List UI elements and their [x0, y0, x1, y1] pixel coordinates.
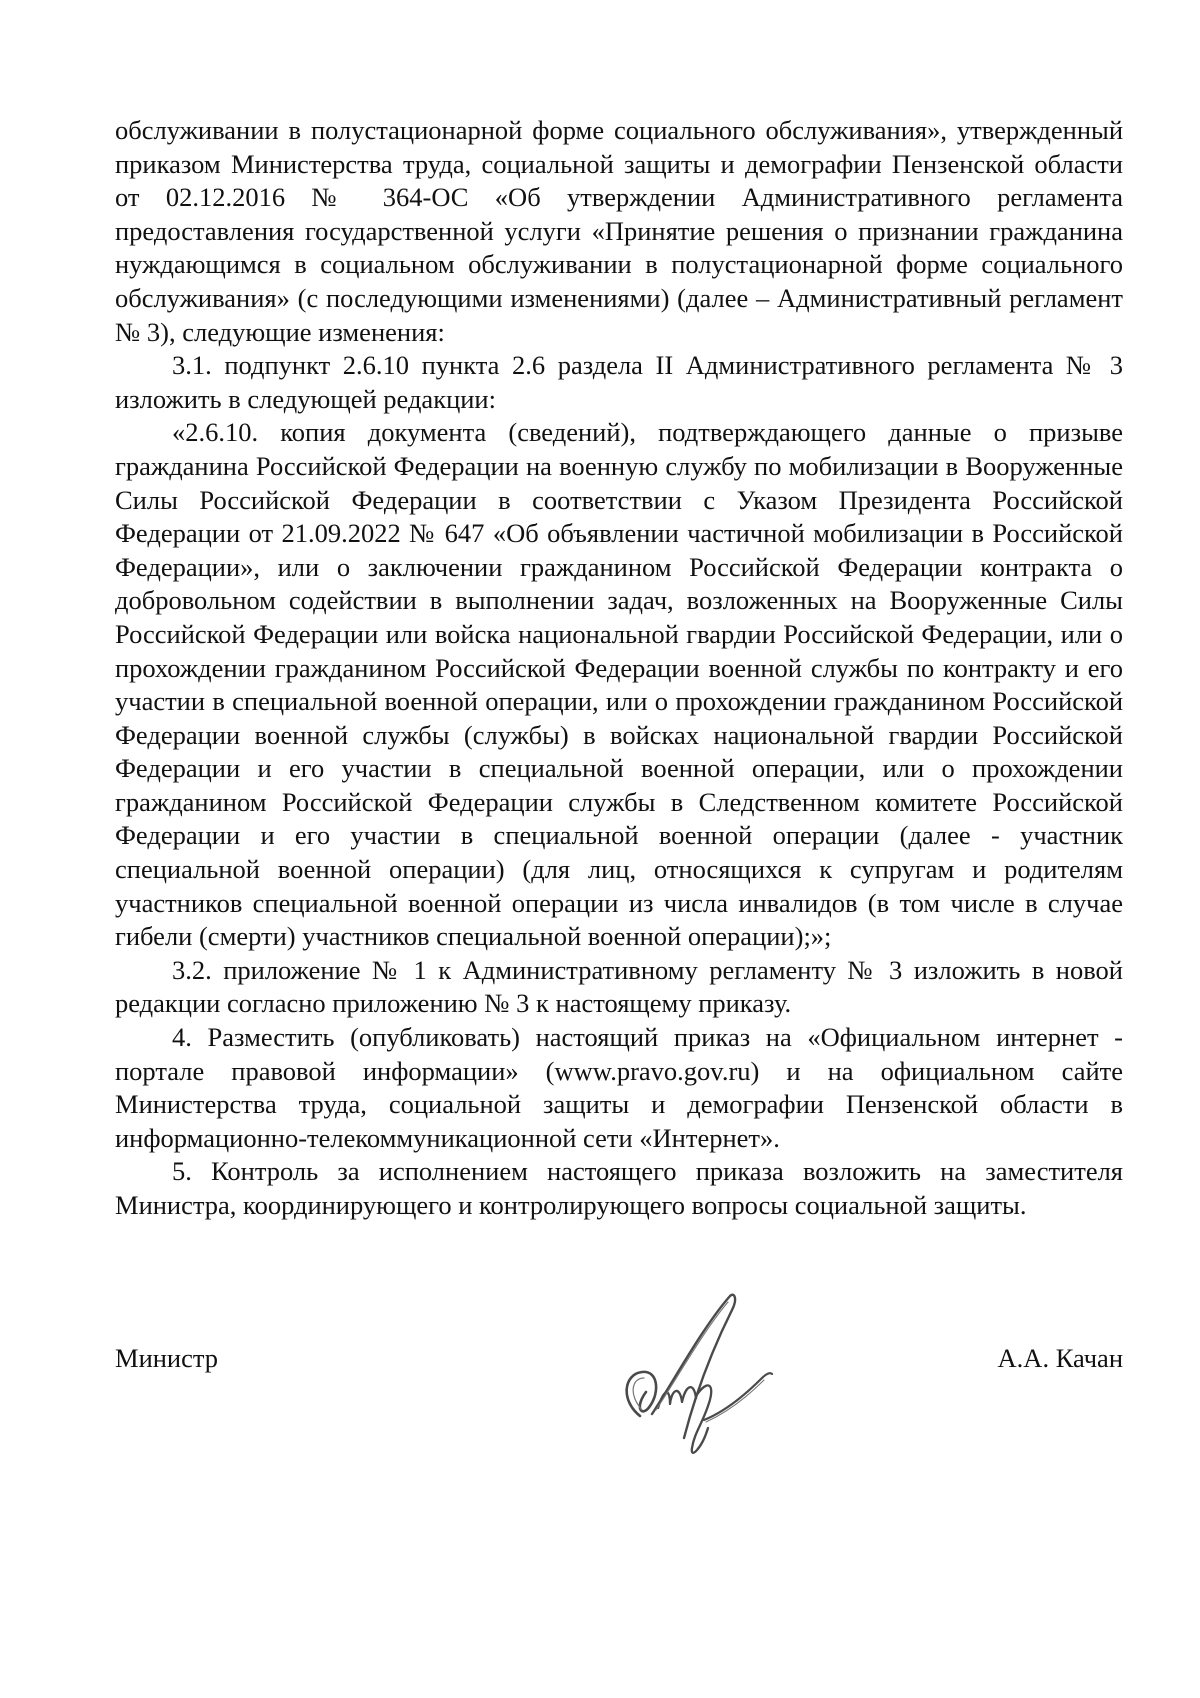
document-body	[115, 114, 1123, 1223]
paragraph-clause-5: 5. Контроль за исполнением настоящего приказа возложить на заместителя Министра, координирующего и контролирующего вопросы социальной защиты.	[115, 1156, 1123, 1220]
handwritten-signature-icon	[612, 1288, 802, 1478]
paragraph-clause-2-6-10: «2.6.10. копия документа (сведений), подтверждающего данные о призыве гражданина Российской Федерации на военную службу по мобилизации в Вооруженные Силы Российской Федерации в соответствии с Указом Президента Российской Федерации от 21.09.2022 № 647 «Об объявлении частичной мобилизации в Российской Федерации», или о заключении гражданином Российской Федерации контракта о добровольном содействии в выполнении задач, возложенных на Вооруженные Силы Российской Федерации или войска национальной гвардии Российской Федерации, или о прохождении гражданином Российской Федерации военной службы по контракту и его участии в специальной военной операции, или о прохождении гражданином Российской Федерации военной службы (службы) в войсках национальной гвардии Российской Федерации и его участии в специальной военной операции, или о прохождении гражданином Российской Федерации службы в Следственном комитете Российской Федерации и его участии в специальной военной операции (далее - участник специальной военной операции) (для лиц, относящихся к супругам и родителям участников специальной военной операции из числа инвалидов (в том числе в случае гибели (смерти) участников специальной военной операции);»;	[115, 417, 1123, 952]
signer-name: А.А. Качан	[997, 1343, 1123, 1373]
paragraph-clause-4: 4. Разместить (опубликовать) настоящий приказ на «Официальном интернет - портале правовой информации» (www.pravo.gov.ru) и на официальном сайте Министерства труда, социальной защиты и демографии Пензенской области в информационно-телекоммуникационной сети «Интернет».	[115, 1022, 1123, 1153]
paragraph-clause-3-1: 3.1. подпункт 2.6.10 пункта 2.6 раздела II Административного регламента № 3 изложить в следующей редакции:	[115, 350, 1123, 414]
paragraph-amendment-intro: обслуживании в полустационарной форме социального обслуживания», утвержденный приказом Министерства труда, социальной защиты и демографии Пензенской области от 02.12.2016 № 364-ОС «Об утверждении Административного регламента предоставления государственной услуги «Принятие решения о признании гражданина нуждающимся в социальном обслуживании в полустационарной форме социального обслуживания» (с последующими изменениями) (далее – Административный регламент № 3), следующие изменения:	[115, 115, 1123, 347]
signer-title: Министр	[115, 1343, 219, 1373]
paragraph-clause-3-2: 3.2. приложение № 1 к Административному регламенту № 3 изложить в новой редакции согласно приложению № 3 к настоящему приказу.	[115, 954, 1123, 1019]
